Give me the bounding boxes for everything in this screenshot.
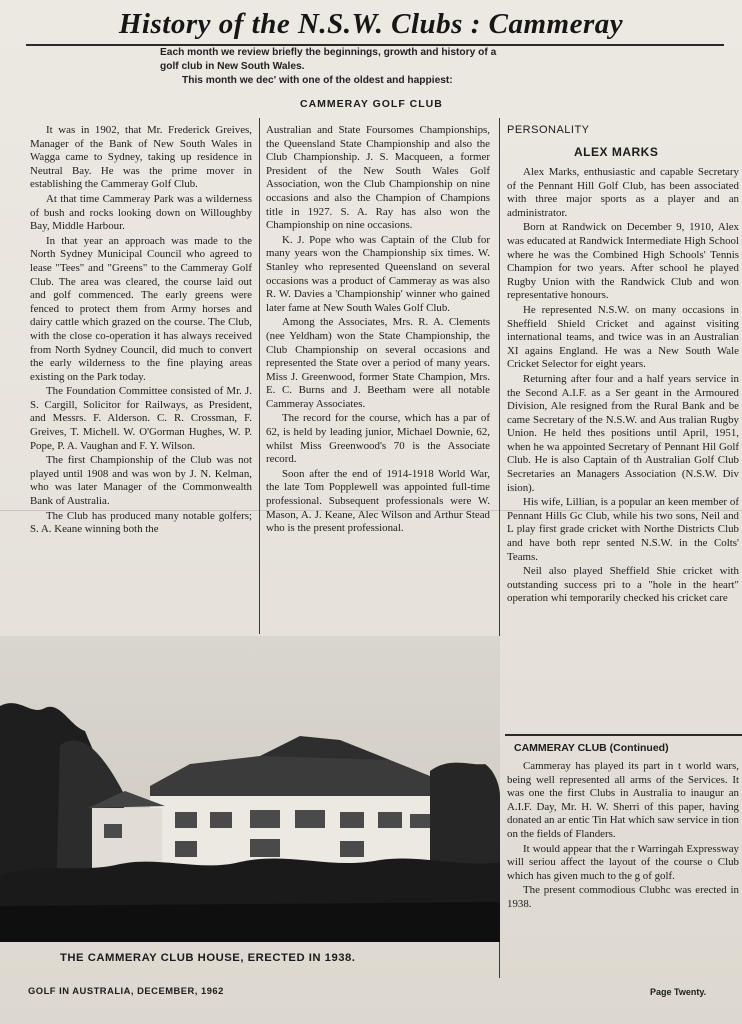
foreground-ground — [0, 902, 500, 942]
personality-paragraph: He represented N.S.W. on many occasions in Sheffield Shield Cricket and against visiting international teams, and twice was in an Australian XI agains England. He was a New South Wale Cricket Selector for eight years. — [507, 303, 739, 371]
article-paragraph: K. J. Pope who was Captain of the Club for many years won the Championship six times. W. Stanley who represented Queensland on several occasions was a product of Cammeray as was also R. W. Davies a 'Championship' winner who gained later fame at New South Wales Golf Club. — [266, 233, 490, 314]
intro-text — [160, 46, 630, 88]
clubhouse-photo — [0, 636, 500, 942]
article-paragraph: Australian and State Foursomes Championships, the Queensland State Championship and also the Club Championship. J. S. Macqueen, a former President of the New South Wales Golf Association, won the Club Championship on nine occasions and also the Champion of Champions title in 1927. S. A. Ray has also won the Championship on nine occasions. — [266, 124, 490, 232]
personality-paragraph: Returning after four and a half years service in the Second A.I.F. as a Ser geant in the Armoured Division, Ale resigned from the Rural Bank and be came Secretary of the N.S.W. and Aus tralian Rugby Union. He held thes positions until April, 1951, when he wa appointed Secretary of Pennant Hil Golf Club. He is also Captain of th Australian Golf Club Secretaries an Managers Association (N.S.W. Div ision). — [507, 372, 739, 494]
article-paragraph: At that time Cammeray Park was a wilderness of bush and rocks looking down on Willoughby Bay, Middle Harbour. — [30, 192, 252, 233]
footer-page-number: Page Twenty. — [650, 987, 707, 997]
personality-paragraph: Alex Marks, enthusiastic and capable Secretary of the Pennant Hill Golf Club, has been associated with three major sports as a player and an administrator. — [507, 166, 739, 219]
continued-heading: CAMMERAY CLUB (Continued) — [514, 742, 669, 754]
article-paragraph: In that year an approach was made to the North Sydney Municipal Council who agreed to lease "Tees" and "Greens" to the Cammeray Golf Club. The area was cleared, the course laid out and golf commenced. The early greens were fenced to protect them from Army horses and dairy cattle which grazed on the course. The Club, with the close co-operation it has always received from North Sydney Council, did much to convert the early wilderness to the fine playing areas existing on the Park today. — [30, 234, 252, 383]
intro-line-3: This month we dec' with one of the oldest and happiest: — [182, 75, 453, 86]
continued-paragraph: The present commodious Clubhc was erected in 1938. — [507, 884, 739, 910]
photo-caption: THE CAMMERAY CLUB HOUSE, ERECTED IN 1938. — [60, 952, 356, 964]
article-paragraph: The first Championship of the Club was not played until 1908 and was won by J. N. Kelman, who was later Manager of the Commonwealth Bank of Australia. — [30, 454, 252, 508]
page-title: History of the N.S.W. Clubs : Cammeray — [118, 8, 624, 40]
article-column-1 — [30, 124, 252, 634]
article-column-2 — [266, 124, 490, 634]
section-title: CAMMERAY GOLF CLUB — [300, 98, 443, 110]
personality-name: ALEX MARKS — [574, 145, 659, 159]
column-divider — [259, 118, 260, 634]
personality-paragraph: His wife, Lillian, is a popular an keen member of Pennant Hills Gc Club, while his two sons, Neil and L play first grade cricket with Northe Districts Club and have both repr sented N.S.W. in the Colts' Teams. — [507, 496, 739, 563]
footer-publication: GOLF IN AUSTRALIA, DECEMBER, 1962 — [28, 985, 224, 996]
personality-paragraph: Neil also played Sheffield Shie cricket with outstanding success pri to a "hole in the heart" operation whi temporarily checked his cricket care — [507, 565, 739, 605]
article-paragraph: The Foundation Committee consisted of Mr. J. S. Cargill, Solicitor for Railways, as President, and Messrs. F. Alderson. C. R. Crossman, F. Greives, T. Michell. W. O'Gorman Hughes, W. P. Pope, P. A. Vaughan and F. Y. Wilson. — [30, 385, 252, 452]
article-paragraph: The record for the course, which has a par of 62, is held by leading junior, Michael Downie, 62, whilst Miss Greenwood's 70 is the Associate record. — [266, 412, 490, 466]
article-paragraph: Soon after the end of 1914-1918 World War, the late Tom Popplewell was appointed full-time professional. Subsequent professionals were W. Mason, A. J. Keane, Alec Wilson and Arthur Stead who is the present professional. — [266, 467, 490, 535]
article-paragraph: It was in 1902, that Mr. Frederick Greives, Manager of the Bank of New South Wales in Wagga came to Sydney, taking up residence in Neutral Bay. He was the prime mover in establishing the Cammeray Golf Club. — [30, 124, 252, 191]
continued-paragraph: It would appear that the r Warringah Expressway will seriou affect the layout of the course o Club which has given much to the g of golf. — [507, 842, 739, 882]
article-paragraph: Among the Associates, Mrs. R. A. Clements (nee Yeldham) won the State Championship, the Club Championship on several occasions and represented the State over a period of many years. Miss J. Greenwood, former State Champion, Mrs. E. C. Burns and J. Beetham were all notable Cammeray Associates. — [266, 316, 490, 410]
personality-label: PERSONALITY — [507, 124, 590, 136]
intro-line-2: golf club in New South Wales. — [160, 61, 305, 72]
continued-paragraph: Cammeray has played its part in t world wars, being well represented all arms of the Services. It was one the first Clubs in Australia to inaugur an A.I.F. Day, Mr. H. W. Sherri of this paper, having donated an ar entic Tin Hat which saw service in tion on the fields of Flanders. — [507, 760, 739, 840]
article-paragraph: The Club has produced many notable golfers; S. A. Keane winning both the — [30, 509, 252, 536]
intro-line-1: Each month we review briefly the beginnings, growth and history of a — [160, 47, 497, 58]
continued-rule — [505, 734, 742, 736]
paper-fold — [0, 510, 742, 511]
personality-paragraph: Born at Randwick on December 9, 1910, Alex was educated at Randwick Intermediate High School where he was the Combined High Schools' Tennis Champion for two years. After school he played Rugby Union with the Randwick Club and won representative honours. — [507, 221, 739, 302]
continued-column — [507, 760, 739, 970]
personality-column — [507, 166, 739, 736]
clubhouse-wing — [92, 808, 162, 868]
